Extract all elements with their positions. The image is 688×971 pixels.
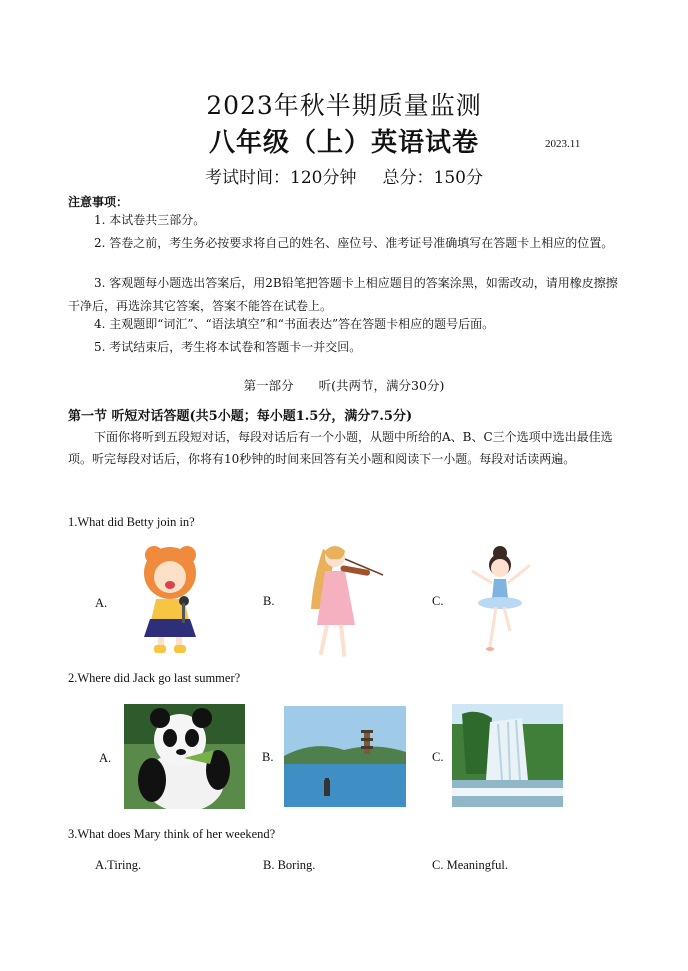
q3-option-a: A.Tiring. [95, 858, 142, 872]
panda-photo [124, 704, 245, 809]
question-3: 3.What does Mary think of her weekend? [68, 827, 276, 841]
ballet-girl-icon [466, 543, 538, 653]
section1-description: 下面你将听到五段短对话，每段对话后有一个小题，从题中所给的A、B、C三个选项中选出最佳选项。听完每段对话后，你将有10秒钟的时间来回答有关小题和阅读下一小题。每段对话读两遍。 [68, 430, 613, 466]
note-item-5: 5. 考试结束后，考生将本试卷和答题卡一并交回。 [94, 340, 362, 354]
pagoda-lake-photo [284, 706, 406, 807]
note-item-1: 1. 本试卷共三部分。 [94, 213, 206, 227]
q1-option-c-label: C. [432, 594, 444, 608]
question-2: 2.Where did Jack go last summer? [68, 671, 241, 685]
total-score: 总分：150分 [382, 168, 483, 188]
note-item-3: 3. 客观题每小题选出答案后，用2B铅笔把答题卡上相应题目的答案涂黑，如需改动，请用橡皮擦擦干净后，再选涂其它答案，答案不能答在试卷上。 [68, 276, 618, 313]
q2-option-a-label: A. [99, 751, 112, 765]
exam-date: 2023.11 [545, 138, 581, 150]
note-item-2: 2. 答卷之前，考生务必按要求将自己的姓名、座位号、准考证号准确填写在答题卡上相应的位置。 [94, 236, 614, 250]
q2-option-c-label: C. [432, 750, 444, 764]
exam-subtitle: 八年级（上）英语试卷 [208, 128, 479, 158]
waterfall-photo [452, 704, 563, 807]
note-item-4: 4. 主观题即“词汇”、“语法填空”和“书面表达”答在答题卡相应的题号后面。 [94, 317, 495, 331]
exam-title: 2023年秋半期质量监测 [206, 91, 482, 120]
q1-option-b-label: B. [263, 594, 275, 608]
question-1: 1.What did Betty join in? [68, 515, 195, 529]
singing-girl-icon [132, 541, 212, 656]
q1-option-a-label: A. [95, 596, 108, 610]
q3-option-b: B. Boring. [263, 858, 316, 872]
part1-title: 第一部分 听(共两节，满分30分) [243, 378, 445, 393]
notes-heading: 注意事项： [68, 195, 129, 209]
exam-time: 考试时间：120分钟 [205, 168, 357, 188]
q3-option-c: C. Meaningful. [432, 858, 509, 872]
exam-time-score [0, 163, 688, 188]
section1-title: 第一节 听短对话答题(共5小题；每小题1.5分，满分7.5分) [68, 409, 413, 424]
violin-girl-icon [283, 539, 388, 663]
q2-option-b-label: B. [262, 750, 274, 764]
